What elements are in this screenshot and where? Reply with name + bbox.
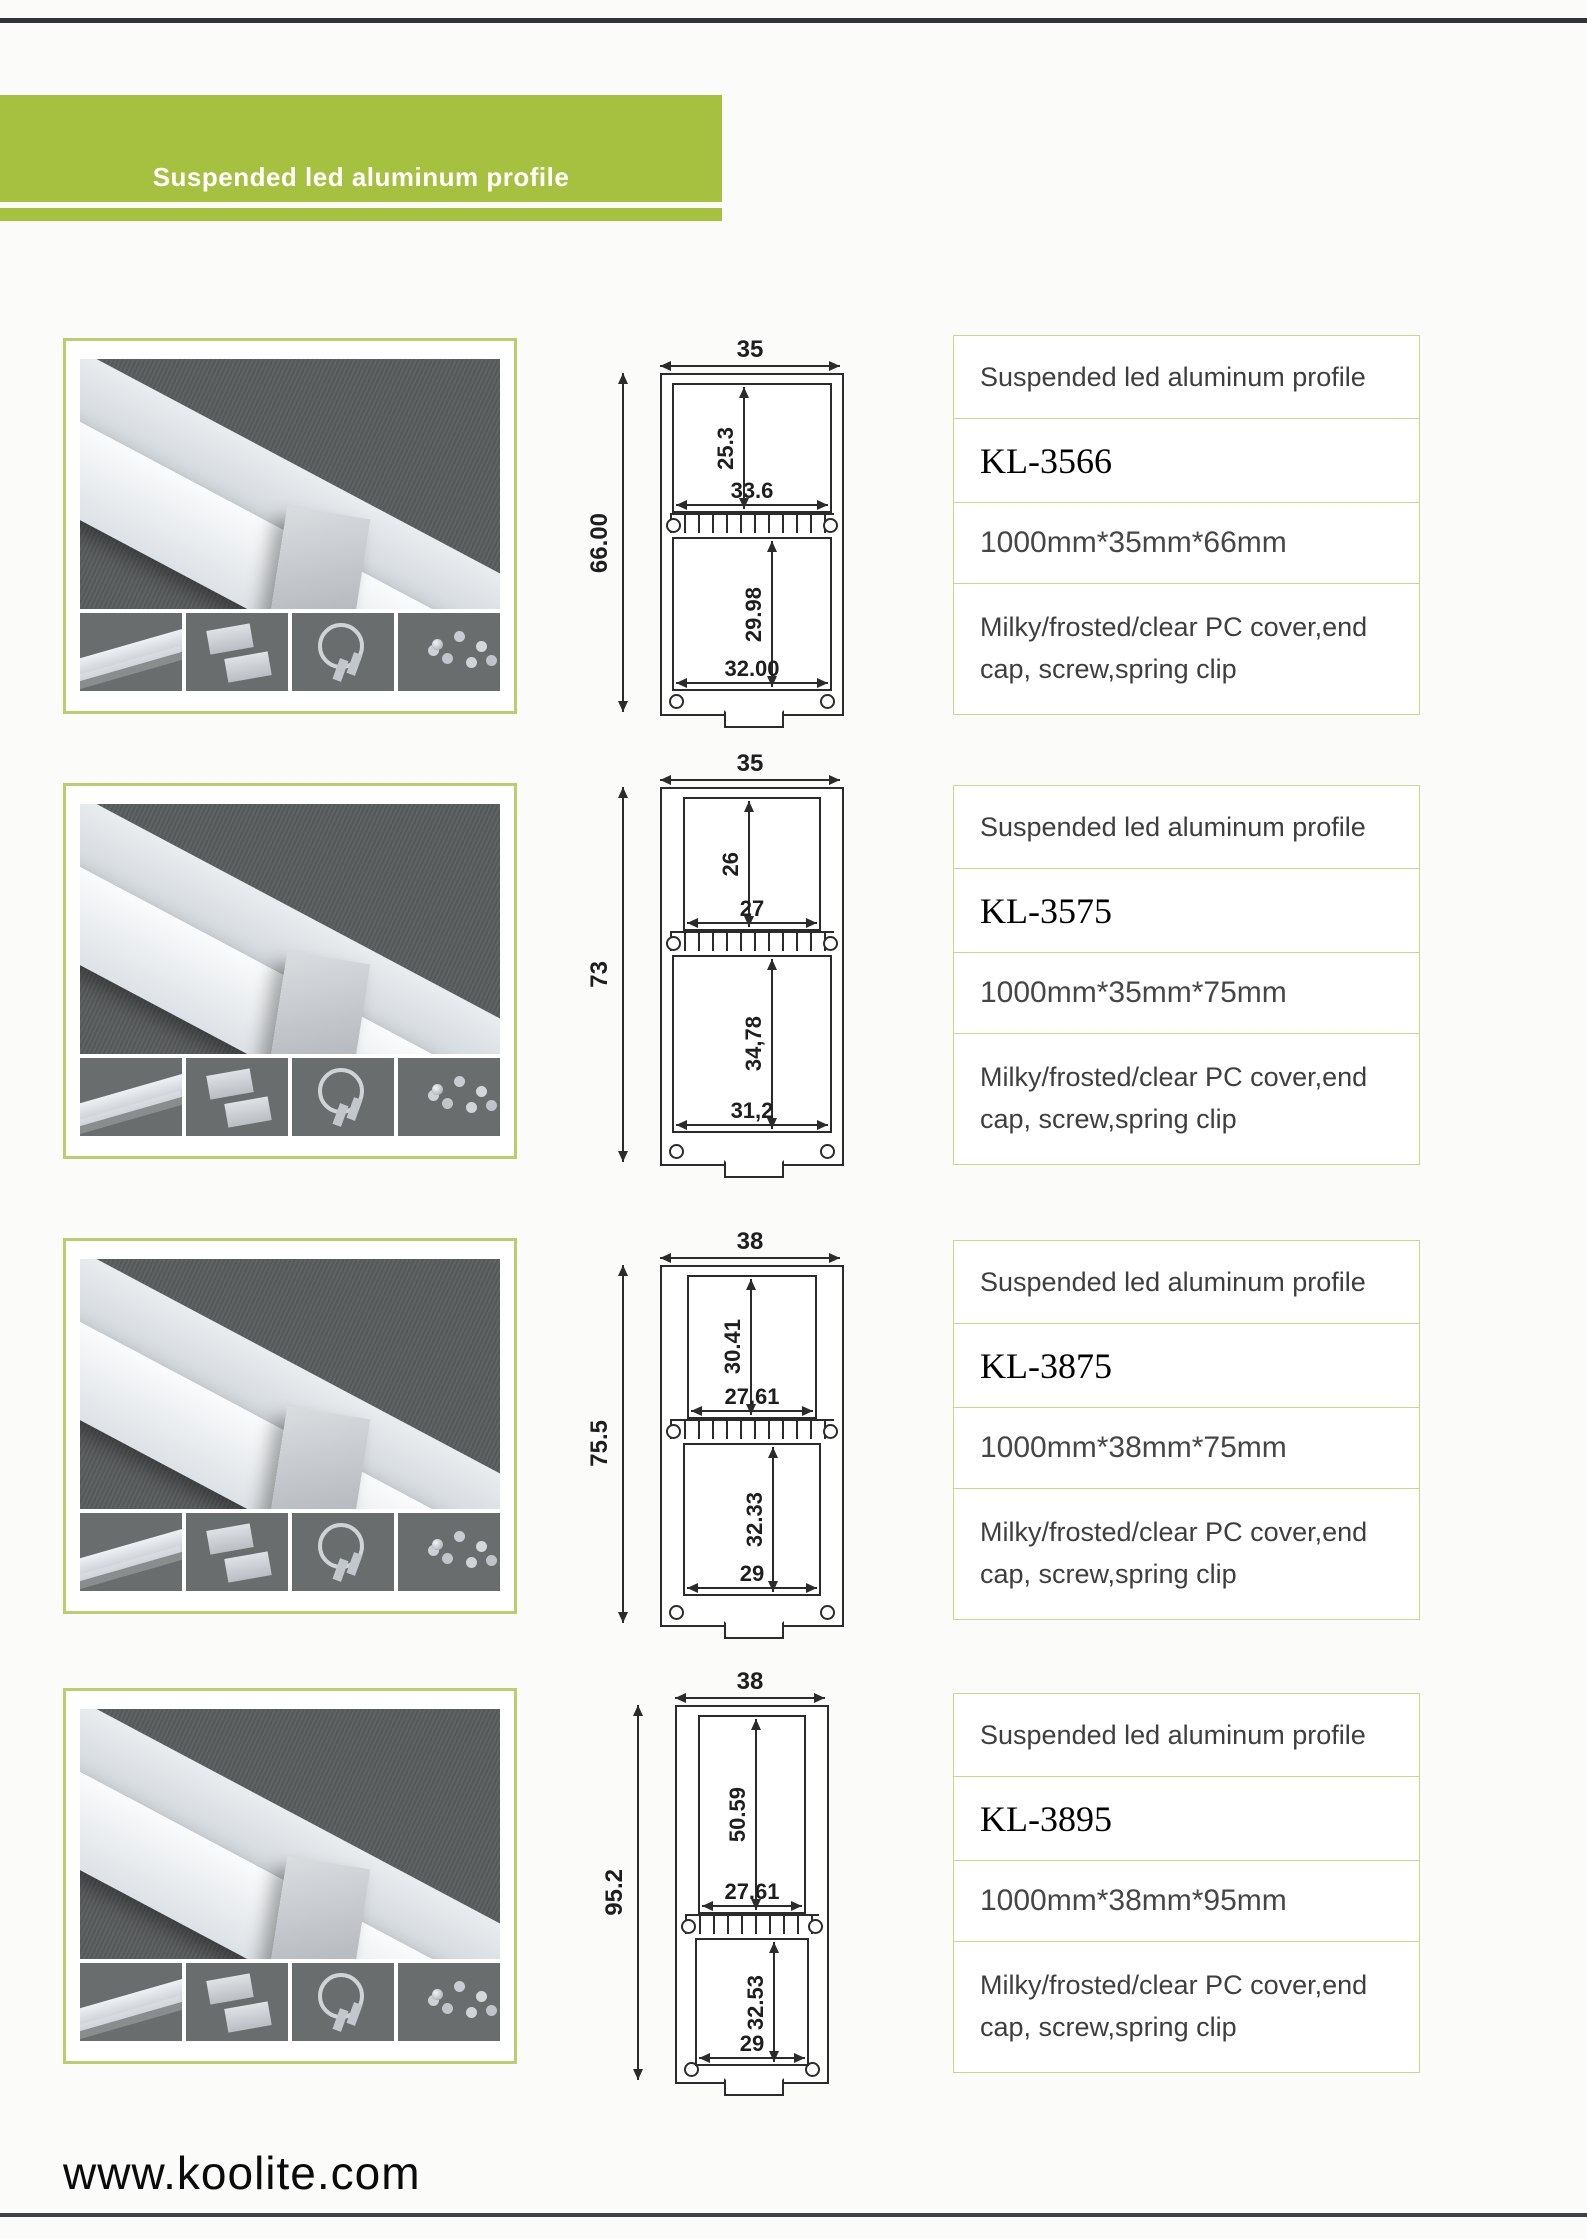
spec-accessories: Milky/frosted/clear PC cover,end cap, screw,spring clip bbox=[980, 1062, 1368, 1134]
spec-table bbox=[953, 785, 1420, 1165]
dim-overall-width-value: 38 bbox=[736, 1668, 764, 1695]
spec-accessories-row bbox=[954, 1034, 1419, 1164]
dim-lower-width bbox=[687, 1563, 816, 1589]
dim-overall-width bbox=[660, 1230, 840, 1259]
dim-line bbox=[676, 1124, 828, 1126]
dim-upper-width bbox=[702, 1881, 803, 1907]
bottom-slot bbox=[724, 1621, 784, 1639]
screw-port-icon bbox=[805, 2062, 820, 2077]
spec-title-row bbox=[954, 786, 1419, 869]
spec-model-row bbox=[954, 869, 1419, 953]
dim-overall-height-value: 66.00 bbox=[586, 512, 613, 573]
spec-title: Suspended led aluminum profile bbox=[980, 1266, 1366, 1297]
spec-title: Suspended led aluminum profile bbox=[980, 1719, 1366, 1750]
dim-lower-height-value: 34,78 bbox=[740, 1016, 766, 1072]
dim-lower-height-value: 32.33 bbox=[742, 1492, 767, 1548]
spec-accessories-row bbox=[954, 1489, 1419, 1619]
spec-accessories-row bbox=[954, 584, 1419, 714]
dim-line bbox=[622, 373, 624, 712]
spec-model: KL-3875 bbox=[980, 1345, 1112, 1386]
dim-lower-width-value: 29 bbox=[739, 1561, 765, 1587]
heatsink-comb bbox=[685, 1914, 819, 1934]
screw-port-icon bbox=[669, 694, 684, 709]
dim-overall-height bbox=[588, 787, 624, 1162]
product-row bbox=[0, 1668, 1587, 2105]
dim-overall-width-value: 35 bbox=[736, 750, 764, 777]
heatsink-comb bbox=[670, 513, 834, 533]
screw-port-icon bbox=[669, 1144, 684, 1159]
profile-outline bbox=[660, 373, 844, 716]
spec-accessories: Milky/frosted/clear PC cover,end cap, screw,spring clip bbox=[980, 1517, 1368, 1589]
header-banner-strip bbox=[0, 208, 722, 221]
spec-model: KL-3566 bbox=[980, 440, 1112, 481]
dim-line bbox=[699, 2057, 805, 2059]
screw-port-icon bbox=[684, 2062, 699, 2077]
upper-cavity bbox=[683, 797, 822, 931]
spec-size-row bbox=[954, 1408, 1419, 1489]
banner-title: Suspended led aluminum profile bbox=[152, 162, 570, 192]
dim-upper-width bbox=[687, 895, 818, 924]
dim-line bbox=[691, 1410, 814, 1412]
profile-outline bbox=[660, 1265, 844, 1627]
spec-size-row bbox=[954, 953, 1419, 1034]
dim-line bbox=[675, 1697, 825, 1699]
dim-overall-width-value: 38 bbox=[736, 1228, 764, 1255]
spec-model-row bbox=[954, 1324, 1419, 1408]
dim-lower-width bbox=[676, 658, 828, 684]
profile-outline bbox=[660, 787, 844, 1166]
dim-line bbox=[660, 779, 840, 781]
spec-model: KL-3575 bbox=[980, 890, 1112, 931]
spec-title: Suspended led aluminum profile bbox=[980, 361, 1366, 392]
spec-size: 1000mm*35mm*75mm bbox=[980, 976, 1287, 1009]
screw-port-icon bbox=[820, 694, 835, 709]
spec-title-row bbox=[954, 336, 1419, 419]
website-link[interactable]: www.koolite.com bbox=[63, 2147, 421, 2199]
spec-table bbox=[953, 335, 1420, 715]
dim-line bbox=[676, 504, 828, 506]
profile-outline bbox=[675, 1705, 829, 2084]
heatsink-comb bbox=[670, 931, 834, 951]
bottom-slot bbox=[724, 2078, 784, 2096]
dim-overall-height bbox=[588, 373, 624, 712]
dim-overall-width-value: 35 bbox=[736, 336, 764, 363]
dim-lower-width-value: 29 bbox=[739, 2031, 765, 2057]
dim-overall-width bbox=[675, 1670, 825, 1699]
bottom-slot bbox=[724, 710, 784, 728]
spec-title-row bbox=[954, 1241, 1419, 1324]
spec-size-row bbox=[954, 503, 1419, 584]
lower-cavity bbox=[672, 955, 832, 1134]
dim-line bbox=[622, 1265, 624, 1623]
bottom-slot bbox=[724, 1160, 784, 1178]
header-banner bbox=[0, 95, 722, 202]
screw-port-icon bbox=[669, 1605, 684, 1620]
dim-line bbox=[637, 1705, 639, 2080]
heatsink-comb bbox=[670, 1419, 834, 1439]
upper-cavity bbox=[698, 1715, 807, 1914]
dim-upper-width-value: 27.61 bbox=[724, 1879, 780, 1905]
dim-lower-width-value: 32.00 bbox=[724, 656, 780, 682]
product-row bbox=[0, 1225, 1587, 1625]
dim-upper-width bbox=[691, 1386, 814, 1412]
spec-accessories: Milky/frosted/clear PC cover,end cap, screw,spring clip bbox=[980, 1970, 1368, 2042]
dim-line bbox=[660, 1257, 840, 1259]
dim-overall-width bbox=[660, 752, 840, 781]
dim-overall-height-value: 73 bbox=[586, 961, 614, 988]
dim-line bbox=[622, 787, 624, 1162]
dim-line bbox=[687, 922, 818, 924]
dim-upper-width bbox=[676, 480, 828, 506]
spec-size: 1000mm*35mm*66mm bbox=[980, 526, 1287, 559]
bottom-divider bbox=[0, 2213, 1587, 2217]
upper-cavity bbox=[672, 383, 832, 513]
spec-model: KL-3895 bbox=[980, 1798, 1112, 1839]
spec-title-row bbox=[954, 1694, 1419, 1777]
lower-cavity bbox=[672, 537, 832, 691]
dim-upper-height-value: 30.41 bbox=[719, 1319, 745, 1375]
dim-line bbox=[676, 682, 828, 684]
dim-line bbox=[702, 1905, 803, 1907]
dim-upper-width-value: 27.61 bbox=[724, 1384, 780, 1410]
spec-size: 1000mm*38mm*95mm bbox=[980, 1884, 1287, 1917]
dim-lower-height-value: 32.53 bbox=[743, 1974, 769, 2030]
dim-overall-height bbox=[588, 1265, 624, 1623]
dim-line bbox=[660, 365, 840, 367]
spec-accessories: Milky/frosted/clear PC cover,end cap, screw,spring clip bbox=[980, 612, 1368, 684]
dim-upper-width-value: 33.6 bbox=[730, 478, 774, 504]
spec-model-row bbox=[954, 419, 1419, 503]
dim-upper-height-value: 26 bbox=[717, 851, 743, 877]
spec-model-row bbox=[954, 1777, 1419, 1861]
dim-lower-width bbox=[676, 1100, 828, 1126]
dim-upper-height-value: 25.3 bbox=[712, 426, 738, 470]
spec-title: Suspended led aluminum profile bbox=[980, 811, 1366, 842]
lower-cavity bbox=[683, 1443, 820, 1596]
dim-overall-width bbox=[660, 338, 840, 367]
upper-cavity bbox=[687, 1275, 818, 1419]
top-divider bbox=[0, 18, 1587, 23]
dim-upper-height-value: 50.59 bbox=[724, 1787, 750, 1843]
spec-table bbox=[953, 1240, 1420, 1620]
spec-accessories-row bbox=[954, 1942, 1419, 2072]
screw-port-icon bbox=[820, 1605, 835, 1620]
spec-size: 1000mm*38mm*75mm bbox=[980, 1431, 1287, 1464]
dim-upper-width-value: 27 bbox=[739, 895, 765, 921]
screw-port-icon bbox=[820, 1144, 835, 1159]
dim-lower-width-value: 31,2 bbox=[730, 1098, 774, 1124]
product-row bbox=[0, 325, 1587, 725]
dim-overall-height bbox=[603, 1705, 639, 2080]
dim-lower-height-value: 29.98 bbox=[740, 586, 766, 642]
spec-size-row bbox=[954, 1861, 1419, 1942]
dim-overall-height-value: 75.5 bbox=[586, 1420, 613, 1468]
dim-line bbox=[687, 1587, 816, 1589]
product-row bbox=[0, 750, 1587, 1175]
dim-lower-width bbox=[699, 2033, 805, 2059]
lower-cavity bbox=[695, 1938, 809, 2066]
dim-overall-height-value: 95.2 bbox=[601, 1869, 629, 1916]
spec-table bbox=[953, 1693, 1420, 2073]
